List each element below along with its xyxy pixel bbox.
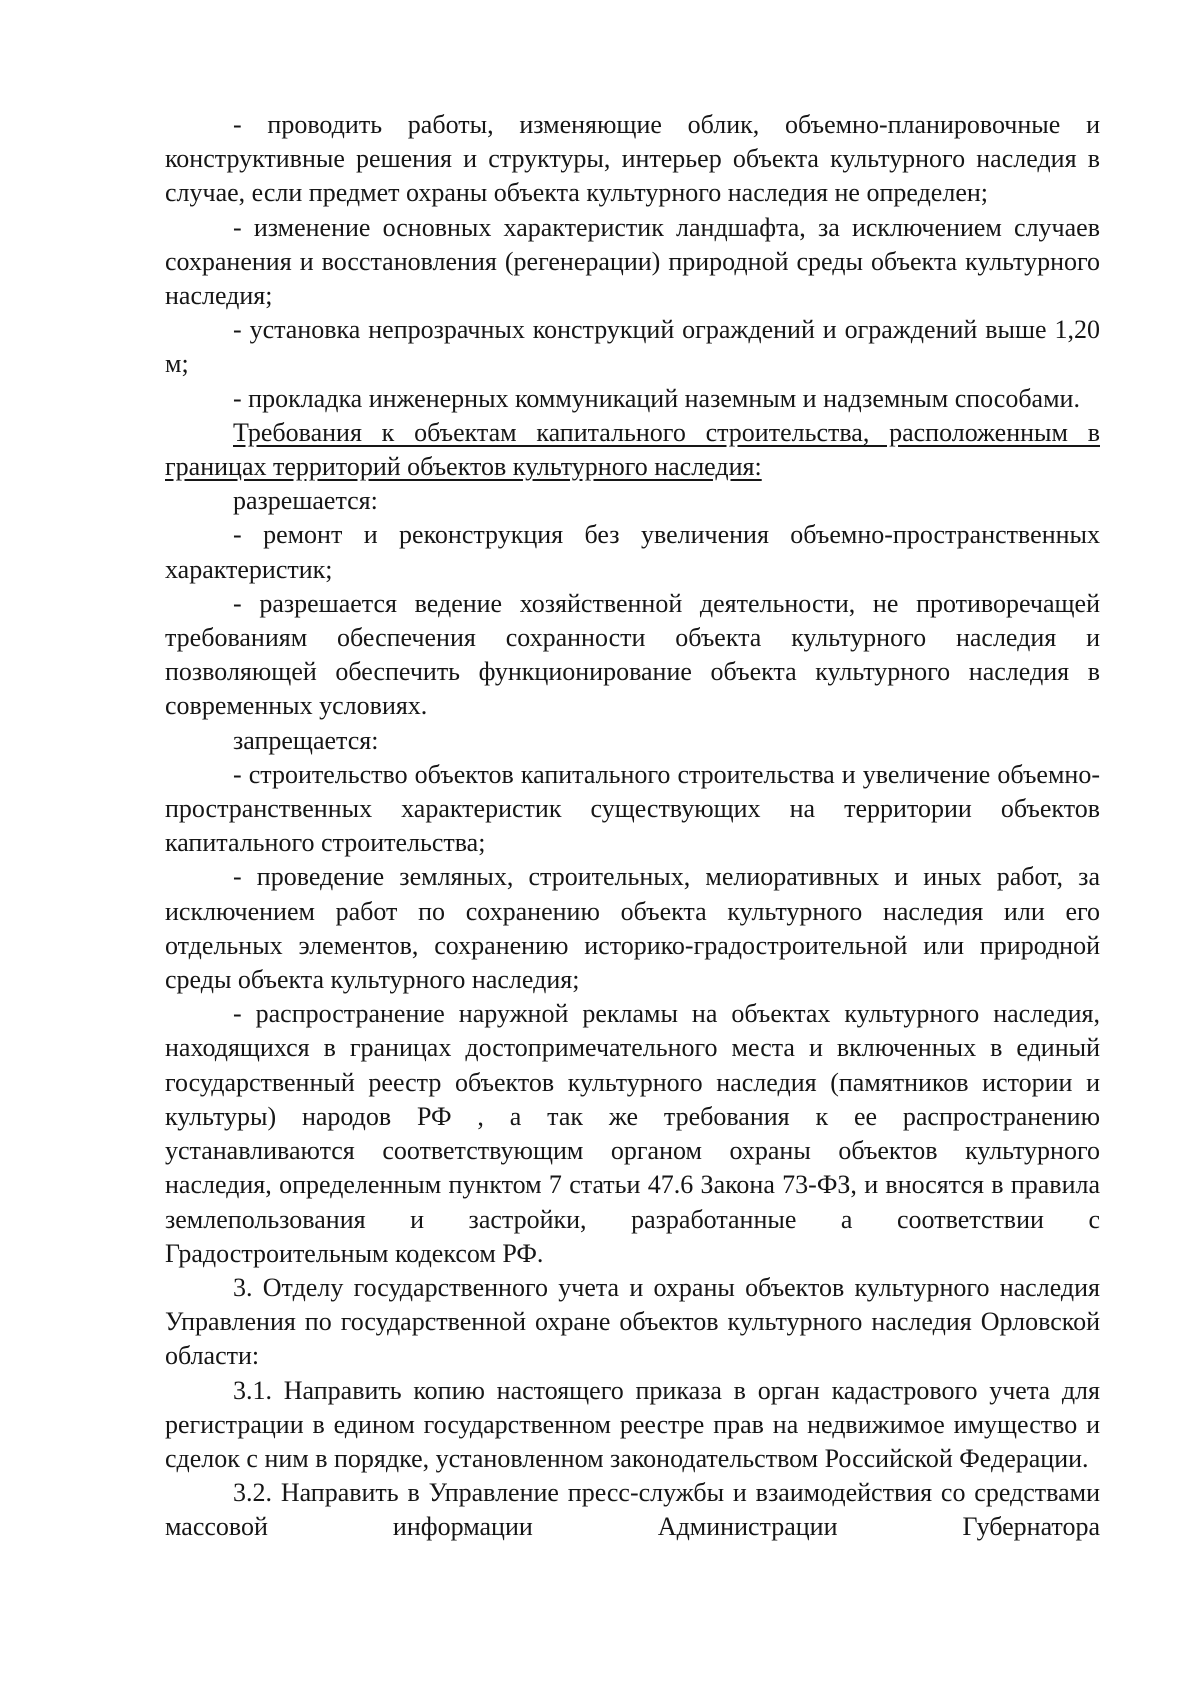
paragraph-landscape-change: - изменение основных характеристик ландшафта, за исключением случаев сохранения и восстановления (регенерации) природной среды объекта культурного наследия; — [165, 212, 1100, 311]
paragraph-economic-activity: - разрешается ведение хозяйственной деятельности, не противоречащей требованиям обеспечения сохранности объекта культурного наследия и позволяющей обеспечить функционирование объекта культурного наследия в современных условиях. — [165, 588, 1100, 721]
paragraph-communications: - прокладка инженерных коммуникаций наземным и надземным способами. — [233, 383, 1080, 413]
paragraph-item-3-2: 3.2. Направить в Управление пресс-службы и взаимодействия со средствами массовой информации Администрации Губернатора — [165, 1478, 1100, 1542]
document-body — [165, 108, 1100, 1545]
paragraph-repair: - ремонт и реконструкция без увеличения объемно-пространственных характеристик; — [165, 520, 1100, 584]
paragraph-fences: - установка непрозрачных конструкций ограждений и ограждений выше 1,20 м; — [165, 315, 1100, 379]
paragraph-restriction-works: - проводить работы, изменяющие облик, объемно-планировочные и конструктивные решения и структуры, интерьер объекта культурного наследия в случае, если предмет охраны объекта культурного наследия не определен; — [165, 110, 1100, 208]
paragraph-item-3-1: 3.1. Направить копию настоящего приказа в орган кадастрового учета для регистрации в едином государственном реестре прав на недвижимое имущество и сделок с ним в порядке, установленном законодательством Российской Федерации. — [165, 1375, 1100, 1473]
paragraph-advertising: - распространение наружной рекламы на объектах культурного наследия, находящихся в границах достопримечательного места и включенных в единый государственный реестр объектов культурного наследия (памятников истории и культуры) народов РФ , а так же требования к ее распространению устанавливаются соответствующим органом охраны объектов культурного наследия, определенным пунктом 7 статьи 47.6 Закона 73-ФЗ, и вносятся в правила землепользования и застройки, разработанные а соответствии с Градостроительным кодексом РФ. — [165, 999, 1100, 1268]
section-heading-requirements: Требования к объектам капитального строительства, расположенным в границах территорий объектов культурного наследия: — [165, 417, 1100, 482]
paragraph-construction: - строительство объектов капитального строительства и увеличение объемно-пространственных характеристик существующих на территории объектов капитального строительства; — [165, 759, 1100, 858]
label-forbidden: запрещается: — [233, 725, 379, 755]
paragraph-earthworks: - проведение земляных, строительных, мелиоративных и иных работ, за исключением работ по сохранению объекта культурного наследия или его отдельных элементов, сохранению историко-градостроительной или природной среды объекта культурного наследия; — [165, 862, 1100, 995]
label-allowed: разрешается: — [233, 486, 378, 516]
paragraph-item-3: 3. Отделу государственного учета и охраны объектов культурного наследия Управления по государственной охране объектов культурного наследия Орловской области: — [165, 1272, 1100, 1371]
